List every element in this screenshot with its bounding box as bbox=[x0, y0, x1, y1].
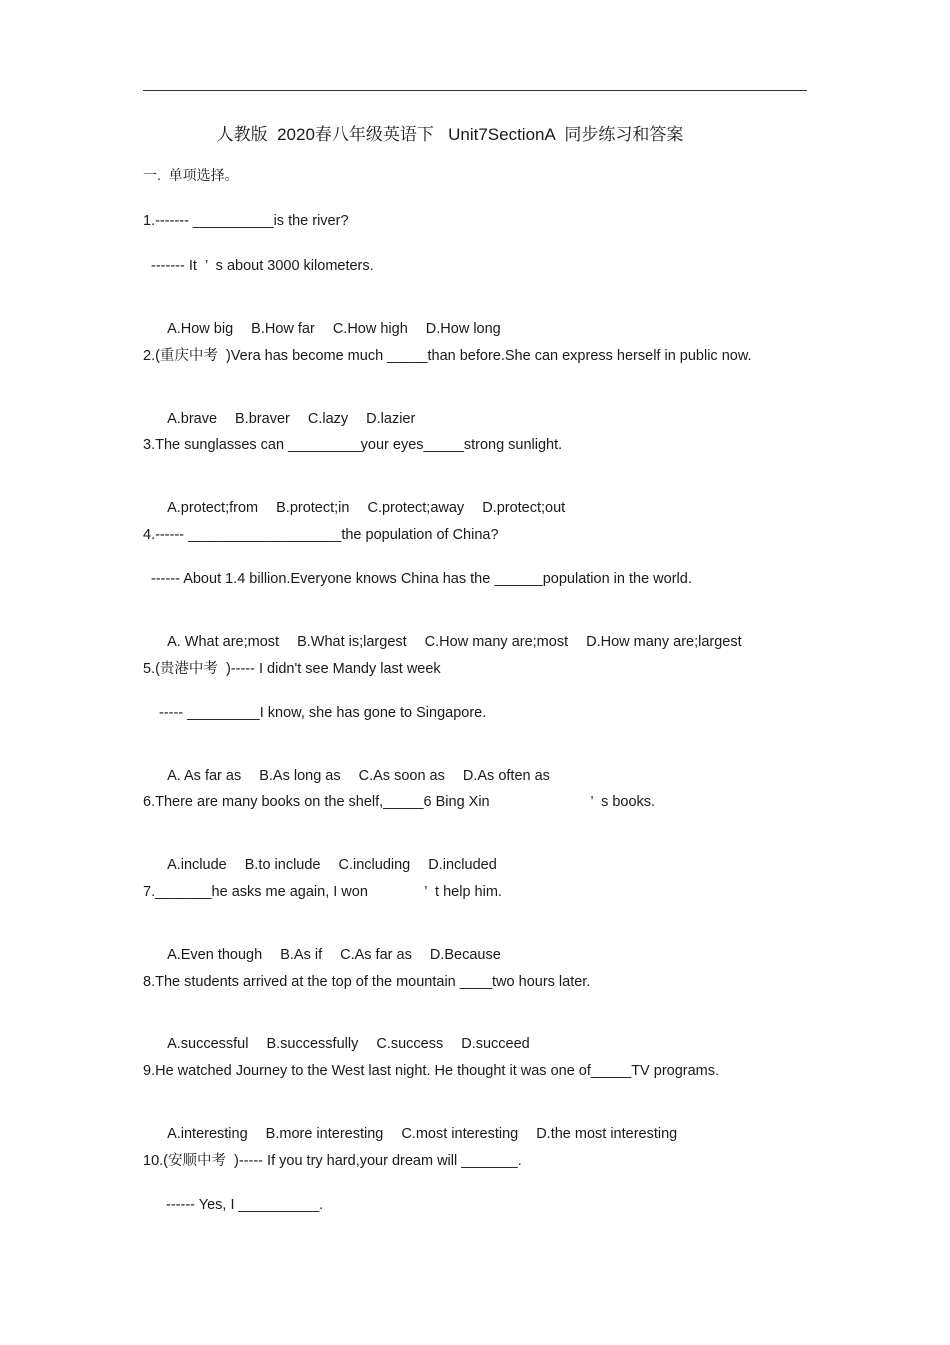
question-9-options bbox=[159, 1107, 677, 1143]
question-1-answer-line: ------- It ’ s about 3000 kilometers. bbox=[151, 258, 374, 274]
option-b: B.successfully bbox=[266, 1036, 359, 1052]
question-7-options bbox=[159, 928, 501, 964]
question-8-stem: 8.The students arrived at the top of the mountain ____two hours later. bbox=[143, 974, 591, 990]
option-b: B.braver bbox=[235, 411, 290, 427]
question-1-options bbox=[159, 302, 501, 338]
question-7-stem: 7._______he asks me again, I won ’ t help him. bbox=[143, 884, 502, 900]
question-4-answer-line: ------ About 1.4 billion.Everyone knows China has the ______population in the world. bbox=[151, 571, 692, 587]
option-a: A.interesting bbox=[167, 1126, 248, 1142]
option-b: B.As long as bbox=[259, 768, 341, 784]
question-2-options bbox=[159, 392, 415, 428]
option-a: A.brave bbox=[167, 411, 218, 427]
header-rule bbox=[143, 90, 807, 91]
option-d: D.How long bbox=[425, 321, 501, 337]
question-5-options bbox=[159, 749, 550, 785]
option-c: C.most interesting bbox=[401, 1126, 519, 1142]
option-c: C.As soon as bbox=[358, 768, 445, 784]
option-d: D.the most interesting bbox=[536, 1126, 678, 1142]
option-b: B.How far bbox=[251, 321, 315, 337]
page-title: 人教版 2020春八年级英语下 Unit7SectionA 同步练习和答案 bbox=[216, 125, 684, 144]
option-b: B.protect;in bbox=[276, 500, 350, 516]
question-4-options bbox=[159, 615, 742, 651]
question-6-options bbox=[159, 838, 497, 874]
option-b: B.As if bbox=[280, 947, 323, 963]
question-8-options bbox=[159, 1017, 530, 1053]
section-heading: 一. 单项选择。 bbox=[143, 167, 239, 183]
option-c: C.As far as bbox=[340, 947, 412, 963]
question-3-stem: 3.The sunglasses can _________your eyes_____strong sunlight. bbox=[143, 437, 563, 453]
option-d: D.lazier bbox=[366, 411, 416, 427]
option-b: B.more interesting bbox=[265, 1126, 384, 1142]
option-c: C.including bbox=[338, 857, 411, 873]
option-c: C.lazy bbox=[307, 411, 349, 427]
option-a: A.protect;from bbox=[167, 500, 259, 516]
question-10-answer-line: ------ Yes, I __________. bbox=[166, 1197, 324, 1213]
option-a: A.successful bbox=[167, 1036, 249, 1052]
option-b: B.What is;largest bbox=[297, 634, 407, 650]
option-c: C.How high bbox=[332, 321, 408, 337]
question-3-options bbox=[159, 481, 565, 517]
option-b: B.to include bbox=[244, 857, 321, 873]
question-10-stem: 10.(安顺中考 )----- If you try hard,your dream will _______. bbox=[143, 1153, 522, 1169]
option-a: A.include bbox=[167, 857, 227, 873]
option-d: D.How many are;largest bbox=[586, 634, 742, 650]
question-9-stem: 9.He watched Journey to the West last night. He thought it was one of_____TV programs. bbox=[143, 1063, 720, 1079]
option-a: A.Even though bbox=[167, 947, 263, 963]
option-d: D.Because bbox=[429, 947, 501, 963]
question-6-stem: 6.There are many books on the shelf,_____6 Bing Xin ’ s books. bbox=[143, 794, 656, 810]
option-c: C.success bbox=[376, 1036, 444, 1052]
option-d: D.succeed bbox=[461, 1036, 530, 1052]
question-5-stem: 5.(贵港中考 )----- I didn't see Mandy last week bbox=[143, 661, 441, 677]
option-d: D.included bbox=[428, 857, 497, 873]
option-c: C.How many are;most bbox=[424, 634, 569, 650]
option-c: C.protect;away bbox=[367, 500, 465, 516]
question-5-answer-line: ----- _________I know, she has gone to Singapore. bbox=[159, 705, 487, 721]
option-a: A. What are;most bbox=[167, 634, 280, 650]
question-2-stem: 2.(重庆中考 )Vera has become much _____than before.She can express herself in public now. bbox=[143, 348, 752, 364]
question-4-stem: 4.------ ___________________the population of China? bbox=[143, 527, 499, 543]
option-a: A.How big bbox=[167, 321, 234, 337]
question-1-stem: 1.------- __________is the river? bbox=[143, 213, 349, 229]
option-d: D.As often as bbox=[462, 768, 550, 784]
option-a: A. As far as bbox=[167, 768, 242, 784]
option-d: D.protect;out bbox=[482, 500, 566, 516]
